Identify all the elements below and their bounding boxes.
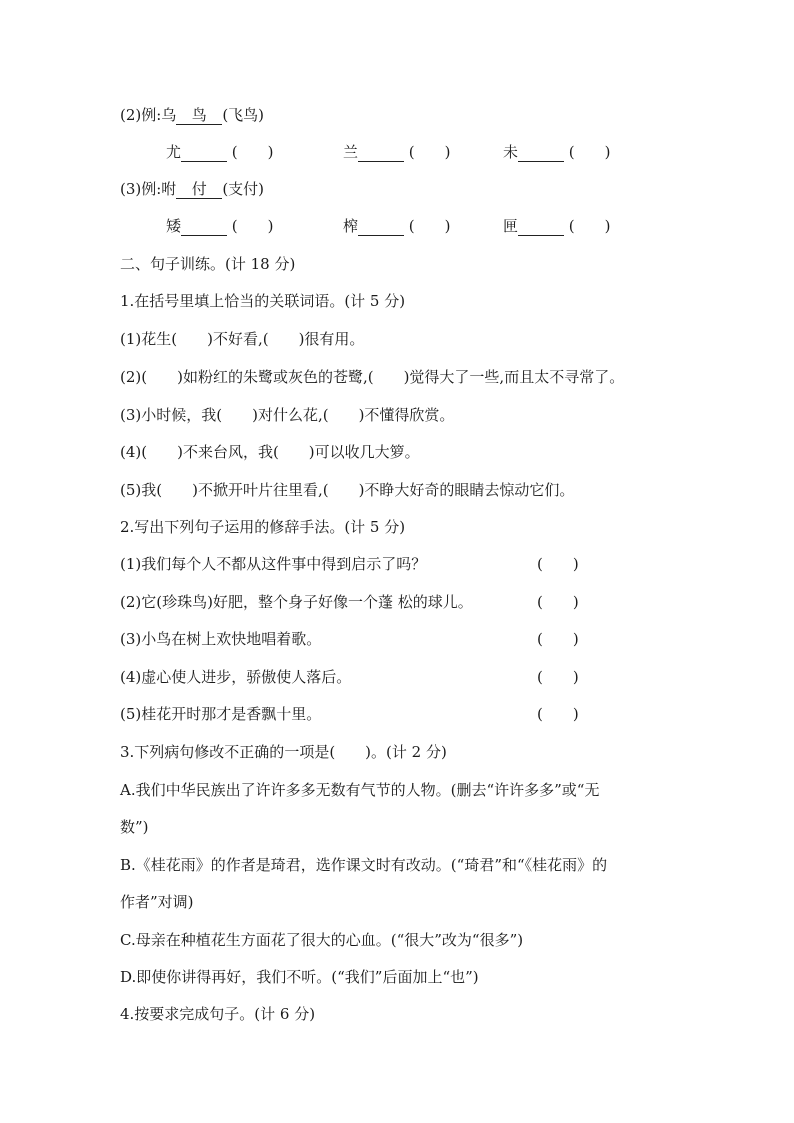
question-2-item: (4)虚心使人进步，骄傲使人落后。 [120,668,352,686]
question-2-item: (2)它(珍珠鸟)好肥，整个身子好像一个蓬 松的球儿。 [120,593,473,611]
answer-blank[interactable] [518,143,564,162]
question-2-item: (3)小鸟在树上欢快地唱着歌。 [120,630,322,648]
word-char: 未 [503,143,519,161]
section-heading: 二、句子训练。(计 18 分) [120,255,296,273]
word-char: 匣 [503,217,519,235]
option-b-cont: 作者”对调) [120,893,194,911]
word-char: 兰 [343,143,359,161]
word-example-2-prefix: (2)例:乌 [120,106,177,124]
option-d[interactable]: D.即使你讲得再好，我们不听。(“我们”后面加上“也”) [120,968,479,986]
word-item [343,215,451,237]
answer-paren[interactable]: ( ) [537,555,579,573]
word-example-3 [120,178,264,200]
question-1-item[interactable]: (2)( )如粉红的朱鹭或灰色的苍鹭,( )觉得大了一些,而且太不寻常了。 [120,368,625,386]
question-1-item[interactable]: (1)花生( )不好看,( )很有用。 [120,330,365,348]
word-char: 尤 [166,143,182,161]
word-example-3-answer: 付 [176,180,222,199]
word-example-3-prefix: (3)例:咐 [120,180,177,198]
answer-blank[interactable] [181,143,227,162]
word-paren[interactable]: ( ) [231,143,274,161]
question-3-title: 3.下列病句修改不正确的一项是( )。(计 2 分) [120,743,447,761]
word-paren[interactable]: ( ) [568,217,611,235]
word-item [343,141,451,163]
question-2-item: (1)我们每个人不都从这件事中得到启示了吗？ [120,555,427,573]
word-paren[interactable]: ( ) [231,217,274,235]
answer-blank[interactable] [358,143,404,162]
answer-blank[interactable] [181,217,227,236]
answer-blank[interactable] [358,217,404,236]
option-a[interactable]: A.我们中华民族出了许许多多无数有气节的人物。(删去“许许多多”或“无 [120,781,600,799]
question-1-item[interactable]: (3)小时候，我( )对什么花,( )不懂得欣赏。 [120,406,455,424]
question-1-item[interactable]: (5)我( )不掀开叶片往里看,( )不睁大好奇的眼睛去惊动它们。 [120,481,575,499]
answer-paren[interactable]: ( ) [537,668,579,686]
question-2-title: 2.写出下列句子运用的修辞手法。(计 5 分) [120,518,406,536]
answer-paren[interactable]: ( ) [537,630,579,648]
word-item [503,215,611,237]
word-char: 矮 [166,217,182,235]
question-1-item[interactable]: (4)( )不来台风，我( )可以收几大箩。 [120,443,420,461]
word-item [166,215,274,237]
word-example-3-suffix: (支付) [222,180,265,198]
word-item [503,141,611,163]
answer-blank[interactable] [518,217,564,236]
question-4-title: 4.按要求完成句子。(计 6 分) [120,1005,316,1023]
word-paren[interactable]: ( ) [408,217,451,235]
word-item [166,141,274,163]
answer-paren[interactable]: ( ) [537,705,579,723]
question-1-title: 1.在括号里填上恰当的关联词语。(计 5 分) [120,292,406,310]
word-paren[interactable]: ( ) [568,143,611,161]
option-c[interactable]: C.母亲在种植花生方面花了很大的心血。(“很大”改为“很多”) [120,931,524,949]
option-a-cont: 数”) [120,818,149,836]
answer-paren[interactable]: ( ) [537,593,579,611]
word-example-2-answer: 鸟 [176,106,222,125]
word-paren[interactable]: ( ) [408,143,451,161]
question-2-item: (5)桂花开时那才是香飘十里。 [120,705,322,723]
option-b[interactable]: B.《桂花雨》的作者是琦君，选作课文时有改动。(“琦君”和“《桂花雨》的 [120,856,608,874]
word-char: 榨 [343,217,359,235]
word-example-2-suffix: (飞鸟) [222,106,265,124]
word-example-2 [120,104,264,126]
